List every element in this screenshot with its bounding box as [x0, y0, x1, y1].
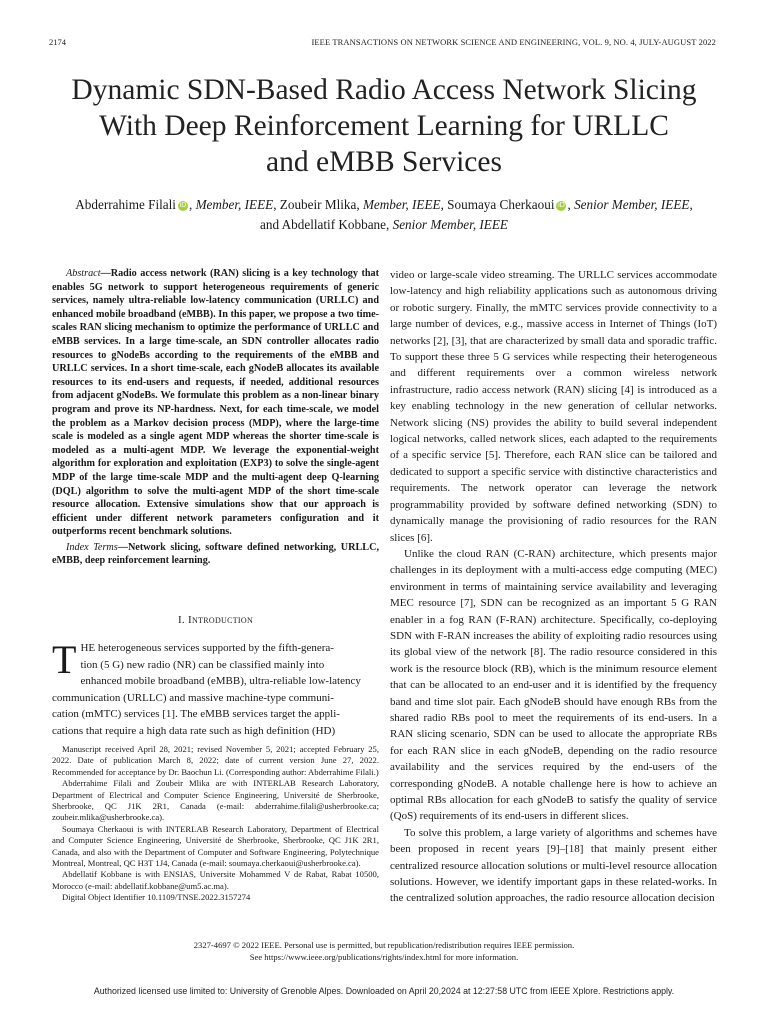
- author-membership: Senior Member, IEEE: [392, 217, 508, 232]
- drop-cap: T: [52, 637, 77, 683]
- title-line: With Deep Reinforcement Learning for URLLC: [99, 110, 669, 142]
- section-title: Introduction: [188, 614, 254, 627]
- left-column: [52, 267, 379, 739]
- separator: ,: [567, 197, 575, 212]
- author-name: Abderrahime Filali: [75, 197, 176, 212]
- intro-line: cations that require a high data rate such as high definition (HD): [52, 724, 336, 737]
- footnote-affiliation: Abdellatif Kobbane is with ENSIAS, Universite Mohammed V de Rabat, Rabat 10500, Morocco (e-mail: abdellatif.kobbane@um5.ac.ma).: [52, 869, 379, 891]
- author-name: , Zoubeir Mlika,: [273, 197, 363, 212]
- orcid-icon[interactable]: iD: [558, 202, 565, 209]
- index-terms-label: Index Terms: [66, 541, 118, 553]
- intro-paragraph: [52, 637, 379, 738]
- body-paragraph: video or large-scale video streaming. The URLLC services accommodate low-latency and high reliability applications such as autonomous driving or robotic surgery. Finally, the mMTC services provide connectivity to a large number of devices, e.g., massive access in Internet of Things (IoT) networks [2], [3], that are characterized by small data and sporadic traffic. To support these three 5 G services while respecting their heterogeneous and different requirements over a common wireless network infrastructure, radio access network (RAN) slicing [4] is introduced as a key enabling technology in the new generation of cellular networks. Network slicing (NS) provides the ability to build several independent logical networks, called network slices, each adapted to the requirements of a specific service [5]. Therefore, each RAN slice can be tailored and dedicated to support a specific service with distinctive characteristics and requirements. The network operator can leverage the network programmability provided by software defined networking (SDN) to dynamically manage the provisioning of radio resources for the RAN slices [6].: [390, 269, 717, 544]
- journal-header: IEEE TRANSACTIONS ON NETWORK SCIENCE AND ENGINEERING, VOL. 9, NO. 4, JULY-AUGUST 2022: [311, 37, 716, 47]
- author-membership: Member, IEEE: [195, 197, 274, 212]
- right-column: [390, 267, 717, 907]
- orcid-icon[interactable]: iD: [179, 202, 187, 209]
- intro-line: cation (mMTC) services [1]. The eMBB services target the appli-: [52, 708, 340, 721]
- body-paragraph: Unlike the cloud RAN (C-RAN) architecture, which presents major challenges in its deployment with a multi-access edge computing (MEC) environment in terms of maintaining service availability and leveraging MEC resource [7], SDN can be recognized as an important 5 G RAN enabler in a fog RAN (F-RAN) architecture. Specifically, co-deploying SDN with F-RAN increases the ability of exploiting radio resources using its global view of the network [8]. The radio resource considered in this work is the resource block (RB), which is the minimum resource element that can be allocated to an end-user and it is identified by the frequency band and time slot pair. Each gNodeB should have enough RBs from the shared radio RBs pool to meet the requirements of its end-users. In a RAN slicing scenario, SDN can be used to allocate the appropriate RBs for each RAN slice in each gNodeB, depending on the radio resource availability and the services required by the end-users of the corresponding gNodeB. A notable challenge here is how to achieve an optimal RBs allocation for each gNodeB to satisfy the quality of service (QoS) requirements of its end-users in different slices.: [390, 547, 717, 823]
- author-line-1: [40, 195, 728, 215]
- section-number: I.: [177, 614, 189, 627]
- separator: ,: [689, 197, 693, 212]
- abstract-text: —Radio access network (RAN) slicing is a key technology that enables 5G network to support heterogeneous requirements of generic services, namely ultra-reliable low-latency communication (URLLC) and enhanced mobile broadband (eMBB). In this paper, we propose a two time-scales RAN slicing mechanism to optimize the performance of URLLC and eMBB services. In a large time-scale, an SDN controller allocates radio resources to gNodeBs according to the requirements of the eMBB and URLLC services. In a short time-scale, each gNodeB allocates its available resources to its end-users and requests, if needed, additional resources from adjacent gNodeBs. We formulate this problem as a non-linear binary program and prove its NP-hardness. Next, for each time-scale, we model the problem as a Markov decision process (MDP), where the large-time scale is modeled as a single agent MDP whereas the shorter time-scale is modeled as a multi-agent MDP. We leverage the exponential-weight algorithm for exploration and exploitation (EXP3) to solve the single-agent MDP of the large time-scale MDP and the multi-agent deep Q-learning (DQL) algorithm to solve the multi-agent MDP of the short time-scale resource allocation. Extensive simulations show that our approach is efficient under different network parameters configuration and it outperforms recent benchmark solutions.: [52, 268, 379, 538]
- intro-line: tion (5 G) new radio (NR) can be classified mainly into: [80, 658, 325, 671]
- license-bar: Authorized licensed use limited to: University of Grenoble Alpes. Downloaded on April 20,2024 at 12:27:58 UTC from IEEE Xplore. Restrictions apply.: [93, 986, 675, 996]
- paper-title: [0, 72, 768, 180]
- abstract-label: Abstract: [66, 268, 101, 279]
- abstract: [52, 267, 379, 539]
- intro-line: enhanced mobile broadband (eMBB), ultra-reliable low-latency: [80, 675, 361, 688]
- body-paragraph: To solve this problem, a large variety of algorithms and schemes have been proposed in recent years [9]–[18] that mainly present either centralized resource allocation solutions or multi-level resource allocation solutions. However, we identify important gaps in these related-works. In the centralized solution approaches, the radio resource allocation decision: [390, 826, 717, 905]
- footnote-doi: Digital Object Identifier 10.1109/TNSE.2022.3157274: [62, 892, 251, 903]
- title-line: Dynamic SDN-Based Radio Access Network Slicing: [71, 74, 697, 106]
- footnote-affiliation: Soumaya Cherkaoui is with INTERLAB Research Laboratory, Department of Electrical and Computer Science Engineering, Université de Sherbrooke, Sherbrooke, QC J1K 2R1, Canada, and also with the Department of Computer and Software Engineering, Polytechnique Montreal, Montreal, QC H3T 1J4, Canada (e-mail: soumaya.cherkaoui@usherbrooke.ca).: [52, 823, 379, 869]
- page-number: 2174: [49, 37, 66, 47]
- title-line: and eMBB Services: [266, 146, 502, 178]
- author-membership: Member, IEEE: [362, 197, 441, 212]
- author-membership: Senior Member, IEEE: [574, 197, 690, 212]
- author-name: and Abdellatif Kobbane,: [260, 217, 393, 232]
- copyright-line: 2327-4697 © 2022 IEEE. Personal use is permitted, but republication/redistribution requires IEEE permission.: [193, 940, 575, 950]
- intro-line: communication (URLLC) and massive machine-type communi-: [52, 691, 334, 704]
- footnote-affiliation: Abderrahime Filali and Zoubeir Mlika are with INTERLAB Research Laboratory, Department of Electrical and Computer Science Engineering, Université de Sherbrooke, Sherbrooke, QC J1K 2R1, Canada (e-mail: abderrahime.filali@usherbrooke.ca; zoubeir.mlika@usherbrooke.ca).: [52, 778, 379, 823]
- footnote-manuscript: Manuscript received April 28, 2021; revised November 5, 2021; accepted February 25, 2022. Date of publication March 8, 2022; date of current version June 27, 2022. Recommended for acceptance by Dr. Baochun Li. (Corresponding author: Abderrahime Filali.): [52, 744, 379, 777]
- section-heading: [52, 612, 379, 628]
- intro-line: HE heterogeneous services supported by the fifth-genera-: [80, 642, 334, 655]
- author-line-2: [40, 215, 728, 235]
- separator: ,: [188, 197, 196, 212]
- index-terms-text: —Network slicing, software defined networking, URLLC, eMBB, deep reinforcement learning.: [52, 541, 379, 567]
- author-list: [40, 195, 728, 235]
- copyright-line: See https://www.ieee.org/publications/rights/index.html for more information.: [249, 951, 519, 962]
- footnotes: [52, 744, 379, 904]
- copyright-notice: [0, 940, 768, 963]
- author-name: , Soumaya Cherkaoui: [440, 197, 555, 212]
- index-terms: [52, 541, 379, 568]
